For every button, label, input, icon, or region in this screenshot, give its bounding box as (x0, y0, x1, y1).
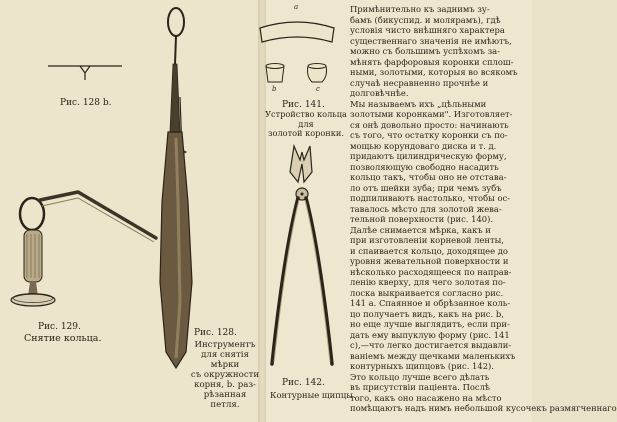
body-text-line: при изготовленіи корневой ленты, (350, 235, 504, 245)
body-text-line: ленію кверху, для чего золотая по- (350, 277, 506, 287)
figure-141-caption (258, 110, 354, 139)
figure-128-caption (190, 340, 260, 410)
body-text-line: ными, золотыми, которыя во всякомъ (350, 67, 518, 77)
body-text-line: случаѣ несравненно прочнѣе и (350, 77, 489, 88)
figure-128-caption-line: корня, b. раз- (194, 380, 256, 390)
body-text-line: кольцо такъ, чтобы оно не отстава- (350, 172, 507, 182)
body-text-line: но еще лучше выглядитъ, если при- (350, 319, 510, 329)
body-text-line: придаютъ цилиндрическую форму, (350, 151, 507, 161)
body-text-line: нѣсколько расходящееся по направ- (350, 266, 512, 277)
figure-128-caption-line: для снятія мѣрки (201, 350, 249, 370)
body-text-line: позволяющую свободно насадить (350, 161, 499, 172)
body-text-line: условія чисто внѣшняго характера (350, 25, 505, 35)
body-text-line: мощью корундоваго диска и т. д. (350, 140, 497, 151)
body-text-line: лоска выкраивается согласно рис. (350, 287, 504, 298)
body-text-line: мѣнять фарфоровыя коронки сплош- (350, 56, 514, 67)
body-text-line: контурныхъ щипцовъ (рис. 142). (350, 361, 494, 371)
body-text-line: c),—что легко достигается выдавли- (350, 340, 512, 350)
body-text-line: ваніемъ между щечками маленькихъ (350, 350, 516, 361)
body-text-line: золотыми коронками". Изготовляет- (350, 109, 513, 119)
figure-142-caption: Контурные щипцы. (270, 390, 356, 400)
figure-128-label: Рис. 128. (194, 328, 237, 338)
body-text-line: помѣщаютъ надъ нимъ небольшой кусочекъ размягченнаго (350, 403, 617, 413)
body-text-line: и спаивается кольцо, доходящее до (350, 245, 508, 256)
body-text-line: ло отъ шейки зуба; при чемъ зубъ (350, 182, 502, 193)
figure-141-mark-c: c (316, 85, 320, 93)
body-text-line: можно съ большимъ успѣхомъ за- (350, 46, 500, 56)
body-text-line: тавалось мѣсто для золотой жева- (350, 203, 502, 214)
body-text-line: тельной поверхности (рис. 140). (350, 214, 494, 224)
body-text-line: уровня жевательной поверхности и (350, 256, 509, 266)
body-text-line: 141 a. Спаянное и обрѣзанное коль- (350, 298, 511, 308)
body-text-line: бамъ (бикуспид. и молярамъ), гдѣ (350, 14, 501, 25)
figure-142-illustration (258, 142, 348, 374)
figure-141-caption-line: Устройство кольца для (265, 109, 347, 129)
figure-128b-illustration (40, 58, 130, 88)
body-text-line: въ присутствіи пацiента. Послѣ (350, 382, 490, 392)
figure-141-caption-line: золотой коронки. (268, 128, 344, 138)
figure-141-mark-b: b (272, 85, 277, 93)
body-text-line: Мы называемъ ихъ „цѣльными (350, 98, 487, 109)
figure-129-label: Рис. 129. (38, 322, 81, 332)
body-text-line: подпиливаютъ настолько, чтобы ос- (350, 193, 511, 203)
figure-142-label: Рис. 142. (282, 378, 325, 388)
body-text-line: ся онѣ довольно просто: начинають (350, 119, 509, 130)
figure-129-illustration (8, 180, 158, 320)
body-text-line: цо получаетъ видъ, какъ на рис. b, (350, 308, 504, 319)
body-text-line: Это кольцо лучше всего дѣлать (350, 371, 490, 382)
body-text-line: существеннаго значенія не имѣютъ, (350, 35, 512, 46)
figure-129-caption: Снятие кольца. (24, 333, 102, 344)
body-text-line: дать ему выпуклую форму (рис. 141 (350, 329, 510, 340)
body-text-line: того, какъ оно насажено на мѣсто (350, 392, 502, 403)
figure-128-caption-line: рѣзанная петля. (203, 390, 247, 410)
figure-141-mark-a: a (294, 3, 299, 11)
body-text-line: Далѣе снимается мѣрка, какъ и (350, 224, 491, 235)
body-text-line: Примѣнительно къ заднимъ зу- (350, 4, 490, 14)
figure-128b-label: Рис. 128 b. (60, 98, 112, 108)
body-text-column (350, 4, 617, 422)
figure-128-caption-line: съ окружности (190, 370, 260, 380)
body-text-line: съ того, что остатку коронки съ по- (350, 130, 508, 140)
figure-128-illustration (140, 2, 200, 374)
figure-128-caption-line: Инструментъ (194, 340, 256, 350)
figure-141-label: Рис. 141. (282, 100, 325, 110)
body-text-line: долговѣчнѣе. (350, 88, 409, 98)
